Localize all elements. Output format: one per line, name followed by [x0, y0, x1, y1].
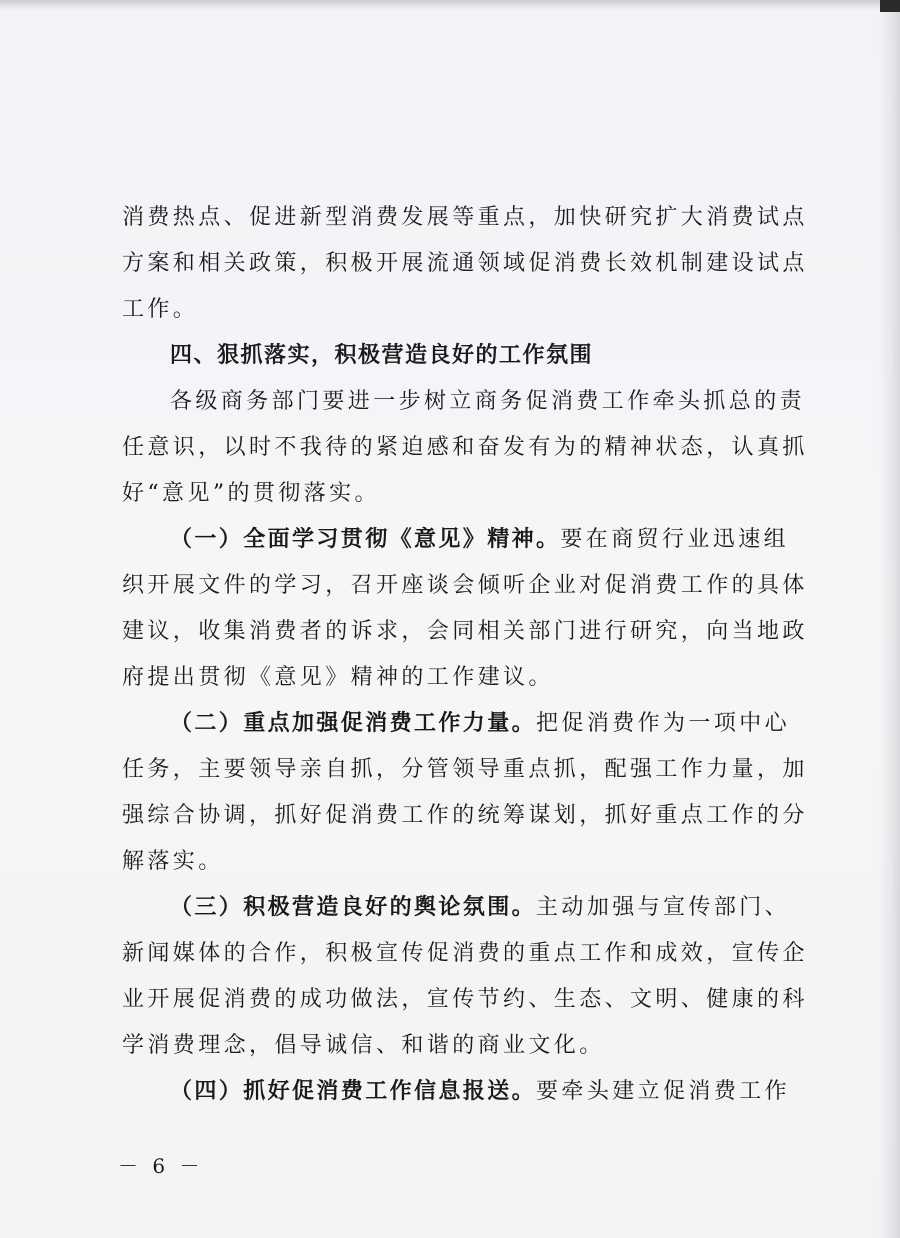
item-heading: （三）积极营造良好的舆论氛围。	[170, 895, 537, 920]
document-body	[122, 195, 808, 1115]
body-line: 学消费理念，倡导诚信、和谐的商业文化。	[122, 1033, 605, 1058]
body-line: 解落实。	[122, 849, 224, 874]
body-line: 织开展文件的学习，召开座谈会倾听企业对促消费工作的具体	[122, 573, 808, 598]
item-text: 主动加强与宣传部门、	[536, 895, 791, 920]
item-heading: （一）全面学习贯彻《意见》精神。	[170, 527, 561, 552]
item-first-line	[122, 1069, 791, 1115]
item-first-line	[122, 701, 791, 747]
body-line: 方案和相关政策，积极开展流通领域促消费长效机制建设试点	[122, 251, 808, 276]
body-line: 任务，主要领导亲自抓，分管领导重点抓，配强工作力量，加	[122, 757, 808, 782]
item-first-line	[122, 885, 791, 931]
body-line: 消费热点、促进新型消费发展等重点，加快研究扩大消费试点	[122, 205, 808, 230]
body-line: 府提出贯彻《意见》精神的工作建议。	[122, 665, 554, 690]
scan-top-edge	[0, 0, 900, 10]
body-line: 业开展促消费的成功做法，宣传节约、生态、文明、健康的科	[122, 987, 808, 1012]
scan-corner-mark	[880, 0, 900, 12]
body-line: 建议，收集消费者的诉求，会同相关部门进行研究，向当地政	[122, 619, 808, 644]
body-line: 各级商务部门要进一步树立商务促消费工作牵头抓总的责	[170, 389, 806, 414]
body-line: 工作。	[122, 297, 199, 322]
body-line: 任意识，以时不我待的紧迫感和奋发有为的精神状态，认真抓	[122, 435, 808, 460]
body-line: 强综合协调，抓好促消费工作的统筹谋划，抓好重点工作的分	[122, 803, 808, 828]
item-heading: （二）重点加强促消费工作力量。	[170, 711, 537, 736]
body-line: 新闻媒体的合作，积极宣传促消费的重点工作和成效，宣传企	[122, 941, 808, 966]
item-text: 把促消费作为一项中心	[536, 711, 791, 736]
item-text: 要在商贸行业迅速组	[560, 527, 790, 552]
body-line: 好“意见”的贯彻落实。	[122, 481, 380, 506]
item-first-line	[122, 517, 790, 563]
item-heading: （四）抓好促消费工作信息报送。	[170, 1079, 537, 1104]
item-text: 要牵头建立促消费工作	[536, 1079, 791, 1104]
scan-right-edge	[878, 0, 900, 1238]
section-heading: 四、狠抓落实，积极营造良好的工作氛围	[170, 343, 594, 368]
page-number: － 6 －	[118, 1154, 204, 1178]
